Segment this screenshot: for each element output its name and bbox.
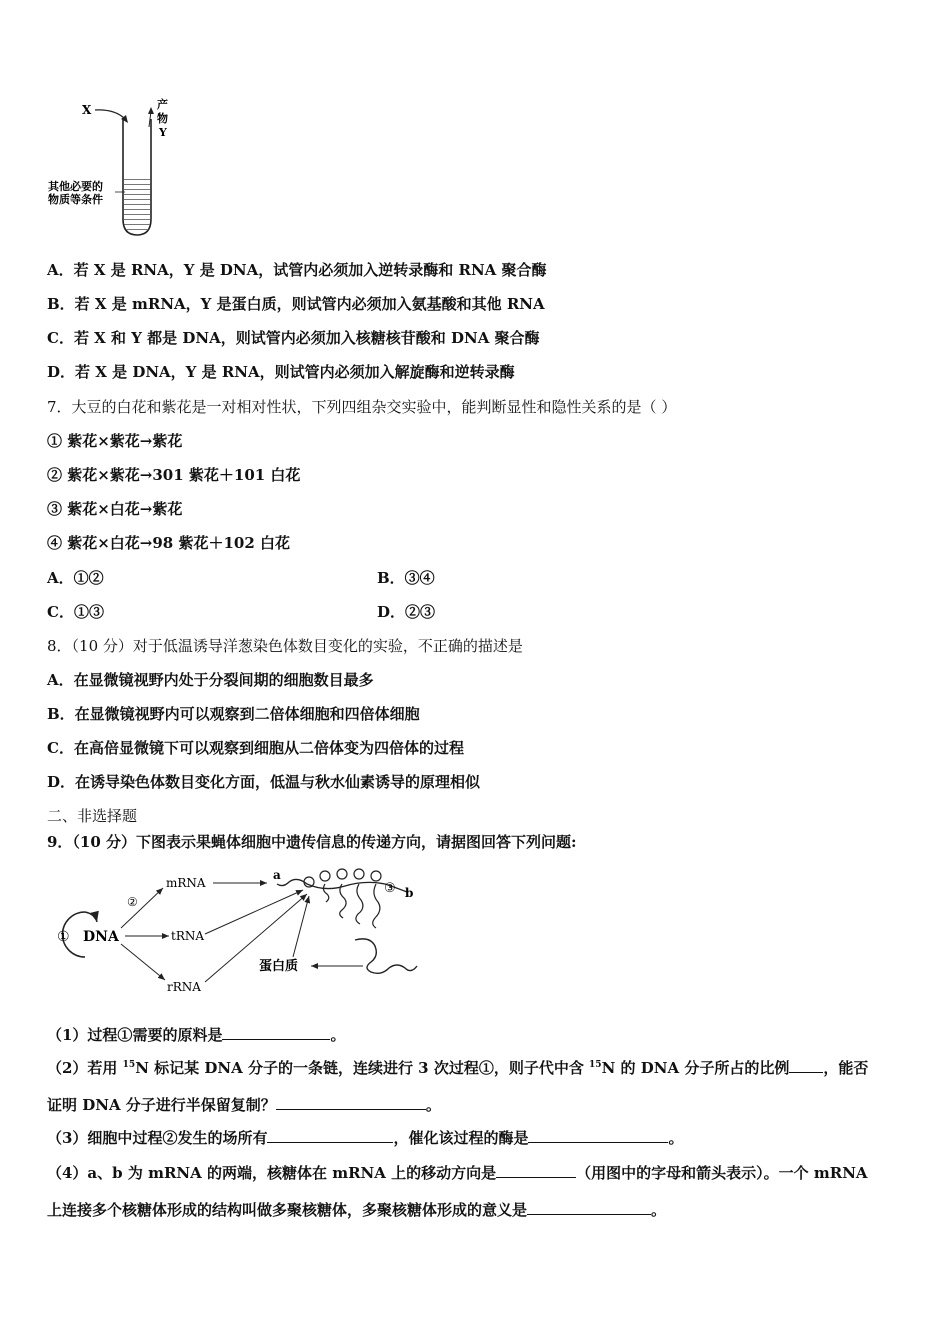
q9-part4-text-2: （用图中的字母和箭头表示）。一个 mRNA <box>576 1164 868 1182</box>
mrna-label: mRNA <box>166 876 206 890</box>
answer-blank-1[interactable] <box>222 1025 330 1040</box>
q9-part4 <box>47 1163 868 1183</box>
q7-option-c: C．①③ <box>47 603 104 621</box>
q7-item-4: ④ 紫花×白花→98 紫花＋102 白花 <box>47 534 290 552</box>
q9-part2-text-1: （2）若用 <box>47 1059 123 1077</box>
answer-blank-6[interactable] <box>496 1163 576 1178</box>
isotope-superscript-2: 15 <box>589 1060 602 1070</box>
q9-part2-line2 <box>47 1095 441 1115</box>
q7-option-d: D．②③ <box>377 603 436 621</box>
q9-part2-text-3: N 的 DNA 分子所占的比例 <box>601 1059 790 1077</box>
x-label: X <box>82 103 92 117</box>
q9-part4-end: 。 <box>651 1201 667 1219</box>
q9-part1-text: （1）过程①需要的原料是 <box>47 1026 223 1044</box>
q9-part2-text-5: 证明 DNA 分子进行半保留复制？ <box>47 1096 276 1114</box>
q9-part2-text-2: N 标记某 DNA 分子的一条链，连续进行 3 次过程①，则子代中含 <box>135 1059 590 1077</box>
q9-part2 <box>47 1058 868 1078</box>
q9-stem: 9．（10 分）下图表示果蝇体细胞中遗传信息的传递方向，请据图回答下列问题: <box>47 833 577 851</box>
q9-part2-end: 。 <box>425 1096 441 1114</box>
section-title: 二、非选择题 <box>47 807 138 825</box>
q9-part4-text-1: （4）a、b 为 mRNA 的两端，核糖体在 mRNA 上的移动方向是 <box>47 1164 497 1182</box>
q9-part3-end: 。 <box>668 1129 684 1147</box>
answer-blank-2[interactable] <box>789 1058 823 1073</box>
protein-label: 蛋白质 <box>259 959 299 974</box>
q6-option-d: D．若 X 是 DNA，Y 是 RNA，则试管内必须加入解旋酶和逆转录酶 <box>47 363 515 381</box>
q6-option-a: A．若 X 是 RNA，Y 是 DNA，试管内必须加入逆转录酶和 RNA 聚合酶 <box>47 261 547 279</box>
q9-part4-text-3: 上连接多个核糖体形成的结构叫做多聚核糖体，多聚核糖体形成的意义是 <box>47 1201 528 1219</box>
gene-expression-figure <box>45 862 425 1002</box>
q8-option-b: B．在显微镜视野内可以观察到二倍体细胞和四倍体细胞 <box>47 705 420 723</box>
q7-stem: 7．大豆的白花和紫花是一对相对性状，下列四组杂交实验中，能判断显性和隐性关系的是（ ） <box>47 398 677 416</box>
q9-part4-line2 <box>47 1200 666 1220</box>
trna-label: tRNA <box>171 929 205 943</box>
q7-item-2: ② 紫花×紫花→301 紫花＋101 白花 <box>47 466 301 484</box>
answer-blank-4[interactable] <box>267 1128 393 1143</box>
q8-option-c: C．在高倍显微镜下可以观察到细胞从二倍体变为四倍体的过程 <box>47 739 464 757</box>
q6-option-b: B．若 X 是 mRNA，Y 是蛋白质，则试管内必须加入氨基酸和其他 RNA <box>47 295 545 313</box>
q6-option-c: C．若 X 和 Y 都是 DNA，则试管内必须加入核糖核苷酸和 DNA 聚合酶 <box>47 329 540 347</box>
end-a-label: a <box>273 868 281 882</box>
rrna-label: rRNA <box>167 980 201 994</box>
q9-part2-text-4: ，能否 <box>823 1059 869 1077</box>
side-label-2: 物质等条件 <box>48 193 103 206</box>
q9-part1-end: 。 <box>330 1026 346 1044</box>
q7-option-b: B．③④ <box>377 569 435 587</box>
q9-part3-text-2: ，催化该过程的酶是 <box>393 1129 529 1147</box>
q9-part1 <box>47 1025 345 1045</box>
circle-2-label: ② <box>127 895 138 909</box>
answer-blank-7[interactable] <box>527 1200 651 1215</box>
product-label-1: 产 <box>157 98 168 111</box>
q7-item-1: ① 紫花×紫花→紫花 <box>47 432 183 450</box>
q8-option-a: A．在显微镜视野内处于分裂间期的细胞数目最多 <box>47 671 374 689</box>
circle-3-label: ③ <box>384 881 396 896</box>
q8-option-d: D．在诱导染色体数目变化方面，低温与秋水仙素诱导的原理相似 <box>47 773 481 791</box>
test-tube-figure <box>45 97 195 237</box>
q7-item-3: ③ 紫花×白花→紫花 <box>47 500 183 518</box>
q9-part3-text-1: （3）细胞中过程②发生的场所有 <box>47 1129 268 1147</box>
isotope-superscript-1: 15 <box>122 1060 136 1070</box>
answer-blank-3[interactable] <box>276 1095 426 1110</box>
q8-stem: 8．（10 分）对于低温诱导洋葱染色体数目变化的实验，不正确的描述是 <box>47 637 523 655</box>
q7-option-a: A．①② <box>47 569 104 587</box>
product-label-y: Y <box>159 126 167 139</box>
side-label-1: 其他必要的 <box>48 180 103 193</box>
circle-1-label: ① <box>57 929 70 945</box>
product-label-2: 物 <box>157 112 168 125</box>
q9-part3 <box>47 1128 683 1148</box>
dna-label: DNA <box>83 929 119 945</box>
end-b-label: b <box>405 886 414 900</box>
answer-blank-5[interactable] <box>528 1128 668 1143</box>
